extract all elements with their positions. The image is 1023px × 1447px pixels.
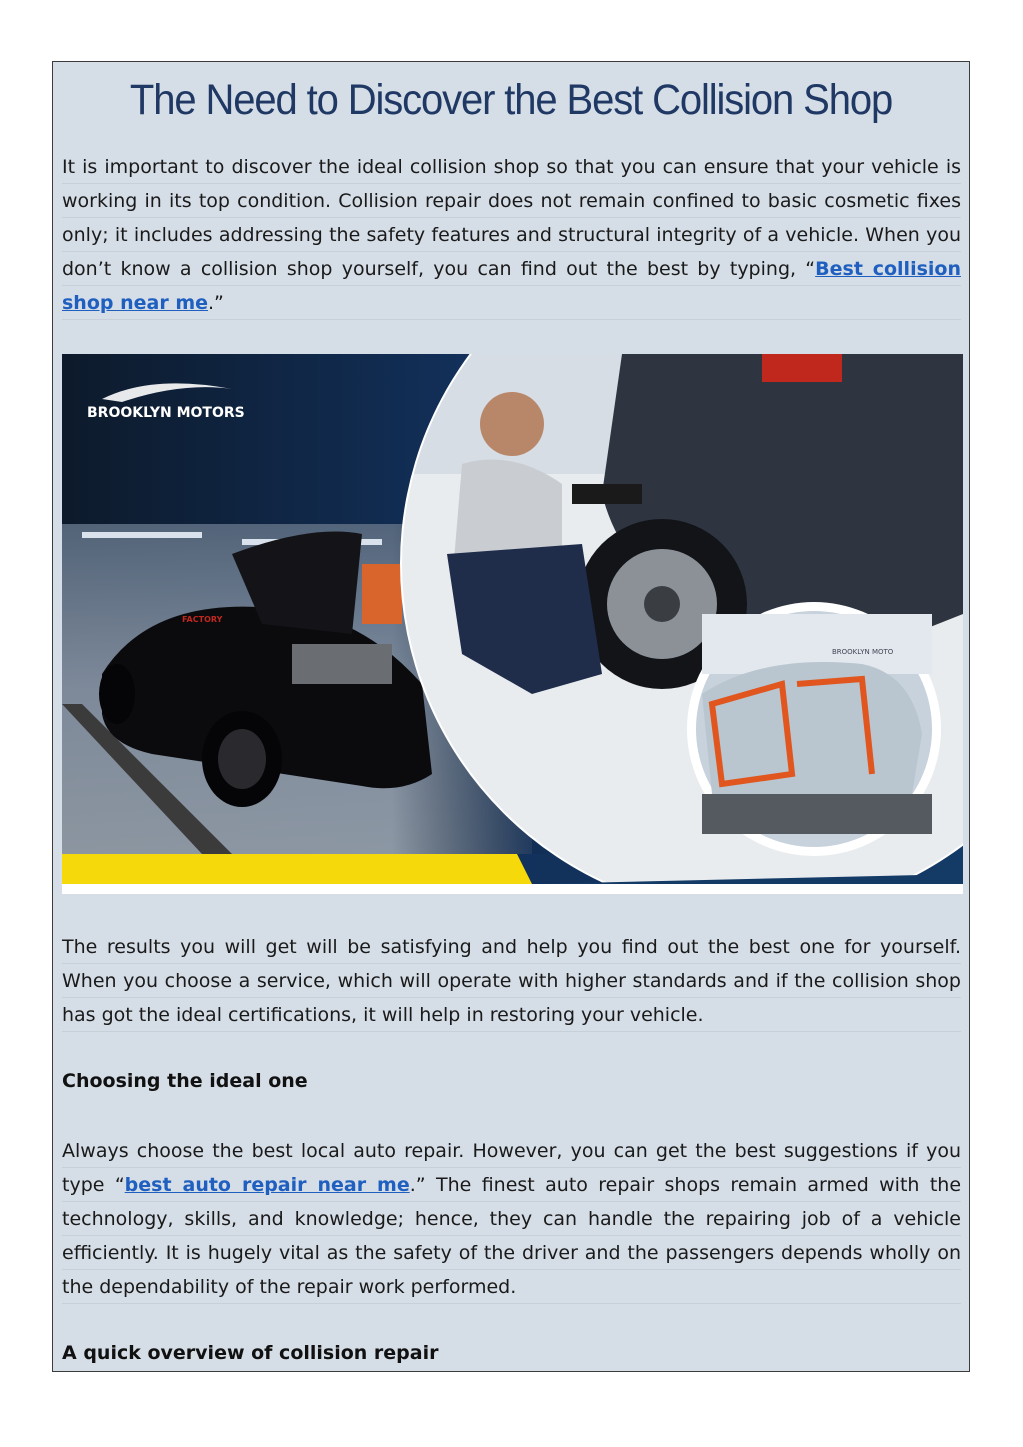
section-heading-overview: A quick overview of collision repair: [62, 1342, 439, 1364]
intro-text: It is important to discover the ideal collision shop so that you can ensure that your vehicle is working in its top condition. Collision repair does not remain confined to basic cosmetic fixes only; it includes addressing the safety features and structural integrity of a vehicle. When you don’t know a collision shop yourself, you can find out the best by typing, “: [62, 156, 961, 280]
best-auto-repair-link[interactable]: best auto repair near me: [124, 1174, 410, 1196]
best-collision-shop-link[interactable]: Best collision shop near me: [62, 258, 961, 314]
results-paragraph: The results you will get will be satisfying and help you find out the best one for yourself. When you choose a service, which will operate with higher standards and if the collision shop has got the ideal certifications, it will help in restoring your vehicle.: [62, 930, 961, 1032]
choosing-paragraph: [62, 1134, 961, 1304]
choosing-text: Always choose the best local auto repair. However, you can get the best suggestions if you type “: [62, 1140, 961, 1196]
intro-paragraph: [62, 150, 961, 320]
section-heading-choosing: Choosing the ideal one: [62, 1070, 308, 1092]
hero-image: [62, 354, 963, 894]
choosing-text-end: .” The finest auto repair shops remain armed with the technology, skills, and knowledge; hence, they can handle the repairing job of a vehicle efficiently. It is hugely vital as the safety of the driver and the passengers depends wholly on the dependability of the repair work performed.: [62, 1174, 962, 1298]
intro-text-end: .”: [208, 292, 224, 314]
page-title: The Need to Discover the Best Collision Shop: [129, 76, 893, 124]
brooklyn-motors-logo: BROOKLYN MOTORS: [87, 405, 245, 421]
car-plate: FACTORY: [182, 615, 223, 624]
document-page: [52, 61, 970, 1372]
small-sign: BROOKLYN MOTO: [832, 648, 894, 656]
